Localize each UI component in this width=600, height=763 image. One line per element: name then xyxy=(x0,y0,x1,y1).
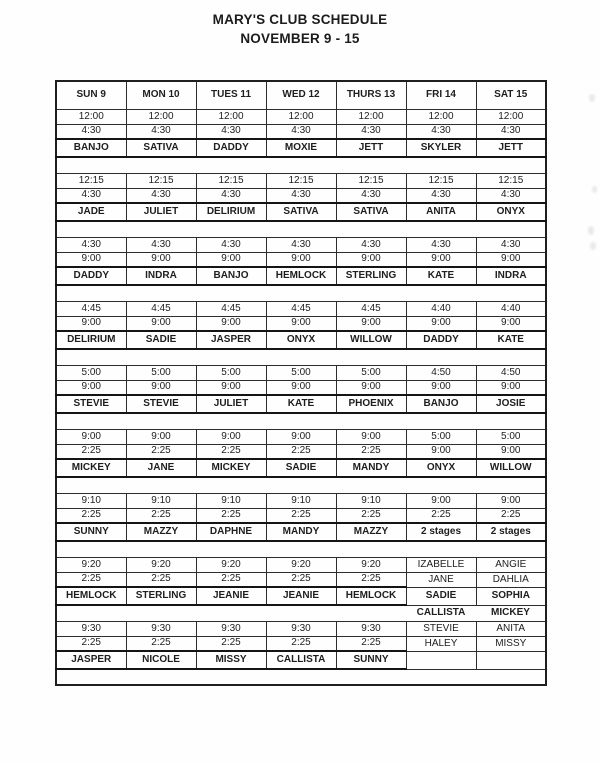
spacer-cell xyxy=(56,477,546,493)
time-row xyxy=(56,365,546,380)
schedule-title: MARY'S CLUB SCHEDULE xyxy=(212,12,388,27)
name-cell: 2 stages xyxy=(476,523,546,541)
time-cell: 4:30 xyxy=(56,237,126,252)
name-cell: BANJO xyxy=(196,267,266,285)
time-cell: 4:30 xyxy=(266,188,336,203)
name-cell: MAZZY xyxy=(336,523,406,541)
name-cell: MISSY xyxy=(196,651,266,669)
name-cell: MICKEY xyxy=(56,459,126,477)
time-row xyxy=(56,173,546,188)
time-cell: 2:25 xyxy=(196,636,266,651)
time-row xyxy=(56,636,546,651)
time-cell: 4:45 xyxy=(126,301,196,316)
time-cell: 9:30 xyxy=(56,621,126,636)
time-cell: 9:00 xyxy=(196,316,266,331)
time-cell: 5:00 xyxy=(196,365,266,380)
time-row xyxy=(56,188,546,203)
time-cell: 9:00 xyxy=(196,252,266,267)
time-cell: 12:00 xyxy=(56,109,126,124)
schedule-dates: NOVEMBER 9 - 15 xyxy=(240,31,360,46)
time-cell: 4:30 xyxy=(126,188,196,203)
time-cell: 9:00 xyxy=(406,252,476,267)
name-cell: JASPER xyxy=(56,651,126,669)
name-cell: IZABELLE xyxy=(406,557,476,572)
time-cell: 5:00 xyxy=(56,365,126,380)
time-cell: 4:30 xyxy=(336,124,406,139)
time-cell: 9:20 xyxy=(56,557,126,572)
time-cell: 4:30 xyxy=(196,188,266,203)
time-cell: 9:10 xyxy=(336,493,406,508)
time-cell: 9:00 xyxy=(266,380,336,395)
time-cell: 9:00 xyxy=(196,429,266,444)
name-cell: SADIE xyxy=(126,331,196,349)
name-cell: KATE xyxy=(266,395,336,413)
name-cell: JULIET xyxy=(196,395,266,413)
time-cell: 4:30 xyxy=(56,124,126,139)
scan-artifact xyxy=(590,242,596,250)
time-row xyxy=(56,493,546,508)
time-cell: 2:25 xyxy=(336,508,406,523)
day-header-cell: THURS 13 xyxy=(336,81,406,109)
time-cell: 9:00 xyxy=(126,429,196,444)
time-cell: 9:00 xyxy=(266,316,336,331)
time-cell: 9:20 xyxy=(266,557,336,572)
time-cell: 4:30 xyxy=(336,237,406,252)
name-cell: MANDY xyxy=(336,459,406,477)
name-cell: JEANIE xyxy=(266,587,336,605)
name-cell: MAZZY xyxy=(126,523,196,541)
name-cell: INDRA xyxy=(476,267,546,285)
spacer-row xyxy=(56,477,546,493)
time-cell: 4:30 xyxy=(406,237,476,252)
spacer-row xyxy=(56,221,546,237)
time-cell: 2:25 xyxy=(196,508,266,523)
time-cell: 9:10 xyxy=(266,493,336,508)
time-cell: 2:25 xyxy=(406,508,476,523)
time-cell: 4:30 xyxy=(476,237,546,252)
time-cell: 12:15 xyxy=(336,173,406,188)
time-cell: 9:00 xyxy=(336,380,406,395)
day-header-row xyxy=(56,81,546,109)
name-cell: SKYLER xyxy=(406,139,476,157)
day-header-cell: WED 12 xyxy=(266,81,336,109)
name-cell: HEMLOCK xyxy=(336,587,406,605)
name-cell: STERLING xyxy=(126,587,196,605)
time-cell: 12:15 xyxy=(476,173,546,188)
page-header xyxy=(0,10,600,48)
empty-cell xyxy=(406,651,476,669)
name-cell: SATIVA xyxy=(126,139,196,157)
spacer-cell xyxy=(56,349,546,365)
name-row xyxy=(56,459,546,477)
name-row xyxy=(56,523,546,541)
name-cell: SADIE xyxy=(406,587,476,605)
time-cell: 2:25 xyxy=(336,444,406,459)
name-cell: JETT xyxy=(476,139,546,157)
time-cell: 2:25 xyxy=(266,508,336,523)
name-cell: JASPER xyxy=(196,331,266,349)
time-cell: 12:00 xyxy=(266,109,336,124)
name-cell: SOPHIA xyxy=(476,587,546,605)
time-cell: 9:00 xyxy=(406,316,476,331)
spacer-row xyxy=(56,157,546,173)
time-cell: 9:00 xyxy=(56,252,126,267)
time-cell: 2:25 xyxy=(266,444,336,459)
name-cell: MICKEY xyxy=(491,607,530,618)
time-cell: 4:30 xyxy=(406,124,476,139)
day-header-cell: TUES 11 xyxy=(196,81,266,109)
time-cell: 12:15 xyxy=(406,173,476,188)
time-row xyxy=(56,316,546,331)
name-cell: ONYX xyxy=(476,203,546,221)
time-cell: 4:45 xyxy=(336,301,406,316)
time-cell: 4:45 xyxy=(196,301,266,316)
time-cell: 2:25 xyxy=(336,572,406,587)
name-cell: MOXIE xyxy=(266,139,336,157)
name-cell: JADE xyxy=(56,203,126,221)
time-cell: 9:00 xyxy=(476,316,546,331)
time-row xyxy=(56,124,546,139)
name-cell: HEMLOCK xyxy=(56,587,126,605)
time-cell: 9:00 xyxy=(56,380,126,395)
empty-cell xyxy=(476,651,546,669)
time-cell: 2:25 xyxy=(196,572,266,587)
overflow-blank-cell xyxy=(56,605,406,621)
time-cell: 2:25 xyxy=(56,508,126,523)
name-cell: DADDY xyxy=(56,267,126,285)
time-cell: 2:25 xyxy=(266,636,336,651)
name-cell: CALLISTA xyxy=(266,651,336,669)
time-cell: 2:25 xyxy=(126,636,196,651)
time-row xyxy=(56,252,546,267)
spacer-row xyxy=(56,541,546,557)
name-cell: ONYX xyxy=(266,331,336,349)
time-cell: 9:10 xyxy=(196,493,266,508)
name-row xyxy=(56,651,546,669)
name-cell: KATE xyxy=(406,267,476,285)
time-cell: 4:30 xyxy=(56,188,126,203)
name-cell: DAHLIA xyxy=(476,572,546,587)
spacer-cell xyxy=(56,669,546,685)
time-cell: 9:00 xyxy=(476,252,546,267)
name-cell: 2 stages xyxy=(406,523,476,541)
time-cell: 9:00 xyxy=(126,252,196,267)
time-cell: 9:00 xyxy=(336,316,406,331)
spacer-row xyxy=(56,285,546,301)
time-cell: 9:00 xyxy=(476,444,546,459)
day-header-cell: SAT 15 xyxy=(476,81,546,109)
time-cell: 9:10 xyxy=(126,493,196,508)
time-cell: 9:00 xyxy=(406,444,476,459)
name-cell: STEVIE xyxy=(56,395,126,413)
name-cell: STERLING xyxy=(336,267,406,285)
time-cell: 9:00 xyxy=(406,493,476,508)
time-cell: 4:45 xyxy=(266,301,336,316)
time-cell: 5:00 xyxy=(336,365,406,380)
spacer-row xyxy=(56,413,546,429)
time-cell: 12:15 xyxy=(56,173,126,188)
time-cell: 9:30 xyxy=(126,621,196,636)
name-cell: WILLOW xyxy=(336,331,406,349)
time-cell: 5:00 xyxy=(266,365,336,380)
name-cell: MANDY xyxy=(266,523,336,541)
spacer-cell xyxy=(56,221,546,237)
time-cell: 2:25 xyxy=(56,572,126,587)
name-row xyxy=(56,267,546,285)
time-cell: 9:00 xyxy=(196,380,266,395)
time-cell: 5:00 xyxy=(476,429,546,444)
spacer-cell xyxy=(56,413,546,429)
name-cell: HEMLOCK xyxy=(266,267,336,285)
time-cell: 4:40 xyxy=(476,301,546,316)
spacer-cell xyxy=(56,285,546,301)
time-cell: 4:30 xyxy=(476,188,546,203)
time-cell: 9:20 xyxy=(336,557,406,572)
time-cell: 4:30 xyxy=(126,237,196,252)
time-row xyxy=(56,557,546,572)
spacer-cell xyxy=(56,541,546,557)
name-cell: PHOENIX xyxy=(336,395,406,413)
scan-artifact xyxy=(592,186,597,193)
name-cell: JANE xyxy=(406,572,476,587)
time-cell: 9:30 xyxy=(196,621,266,636)
time-row xyxy=(56,444,546,459)
time-cell: 9:00 xyxy=(336,429,406,444)
name-cell: DAPHNE xyxy=(196,523,266,541)
time-cell: 4:45 xyxy=(56,301,126,316)
name-cell: WILLOW xyxy=(476,459,546,477)
schedule-table-body xyxy=(56,81,546,685)
name-cell: MISSY xyxy=(476,636,546,651)
name-cell: CALLISTA xyxy=(416,607,466,618)
time-cell: 9:00 xyxy=(406,380,476,395)
time-cell: 4:30 xyxy=(406,188,476,203)
name-cell: JANE xyxy=(126,459,196,477)
name-cell: SATIVA xyxy=(336,203,406,221)
time-row xyxy=(56,621,546,636)
time-cell: 2:25 xyxy=(56,636,126,651)
name-cell: DELIRIUM xyxy=(56,331,126,349)
time-cell: 12:00 xyxy=(476,109,546,124)
time-cell: 4:30 xyxy=(266,124,336,139)
time-cell: 9:10 xyxy=(56,493,126,508)
time-cell: 9:00 xyxy=(476,493,546,508)
name-row xyxy=(56,395,546,413)
time-cell: 12:15 xyxy=(266,173,336,188)
time-cell: 4:30 xyxy=(266,237,336,252)
overflow-row xyxy=(56,605,546,621)
schedule-table xyxy=(55,80,547,686)
scan-artifact xyxy=(589,94,595,102)
time-cell: 9:30 xyxy=(266,621,336,636)
name-cell: MICKEY xyxy=(196,459,266,477)
scan-artifact xyxy=(588,226,594,235)
time-cell: 12:00 xyxy=(406,109,476,124)
name-cell: STEVIE xyxy=(126,395,196,413)
name-cell: ANGIE xyxy=(476,557,546,572)
time-cell: 4:30 xyxy=(196,124,266,139)
spacer-row xyxy=(56,349,546,365)
time-cell: 2:25 xyxy=(336,636,406,651)
time-cell: 4:50 xyxy=(406,365,476,380)
time-row xyxy=(56,237,546,252)
time-cell: 5:00 xyxy=(126,365,196,380)
time-cell: 4:50 xyxy=(476,365,546,380)
name-cell: SADIE xyxy=(266,459,336,477)
time-cell: 9:00 xyxy=(476,380,546,395)
name-cell: SUNNY xyxy=(336,651,406,669)
name-cell: JOSIE xyxy=(476,395,546,413)
time-cell: 2:25 xyxy=(196,444,266,459)
time-row xyxy=(56,109,546,124)
time-cell: 2:25 xyxy=(476,508,546,523)
time-cell: 2:25 xyxy=(126,508,196,523)
time-cell: 9:20 xyxy=(126,557,196,572)
name-cell: DADDY xyxy=(196,139,266,157)
spacer-row xyxy=(56,669,546,685)
name-cell: KATE xyxy=(476,331,546,349)
time-row xyxy=(56,508,546,523)
time-cell: 4:30 xyxy=(126,124,196,139)
time-row xyxy=(56,429,546,444)
time-cell: 9:00 xyxy=(56,429,126,444)
name-cell: HALEY xyxy=(406,636,476,651)
name-cell: INDRA xyxy=(126,267,196,285)
name-cell: BANJO xyxy=(56,139,126,157)
time-cell: 9:30 xyxy=(336,621,406,636)
time-cell: 12:00 xyxy=(196,109,266,124)
time-cell: 4:30 xyxy=(476,124,546,139)
name-row xyxy=(56,203,546,221)
time-cell: 12:00 xyxy=(126,109,196,124)
name-cell: JULIET xyxy=(126,203,196,221)
time-cell: 2:25 xyxy=(126,572,196,587)
time-cell: 4:40 xyxy=(406,301,476,316)
name-cell: DELIRIUM xyxy=(196,203,266,221)
name-cell: JETT xyxy=(336,139,406,157)
time-cell: 9:20 xyxy=(196,557,266,572)
time-cell: 2:25 xyxy=(266,572,336,587)
time-cell: 4:30 xyxy=(336,188,406,203)
name-cell: BANJO xyxy=(406,395,476,413)
name-cell: ONYX xyxy=(406,459,476,477)
time-cell: 5:00 xyxy=(406,429,476,444)
day-header-cell: FRI 14 xyxy=(406,81,476,109)
day-header-cell: SUN 9 xyxy=(56,81,126,109)
time-cell: 9:00 xyxy=(126,380,196,395)
time-cell: 2:25 xyxy=(126,444,196,459)
name-row xyxy=(56,139,546,157)
time-row xyxy=(56,380,546,395)
name-cell: NICOLE xyxy=(126,651,196,669)
name-cell: SATIVA xyxy=(266,203,336,221)
time-cell: 4:30 xyxy=(196,237,266,252)
name-cell: ANITA xyxy=(476,621,546,636)
time-cell: 12:00 xyxy=(336,109,406,124)
time-row xyxy=(56,572,546,587)
name-cell: ANITA xyxy=(406,203,476,221)
name-cell: JEANIE xyxy=(196,587,266,605)
name-row xyxy=(56,331,546,349)
name-cell: SUNNY xyxy=(56,523,126,541)
time-cell: 12:15 xyxy=(126,173,196,188)
spacer-cell xyxy=(56,157,546,173)
time-cell: 12:15 xyxy=(196,173,266,188)
name-cell: DADDY xyxy=(406,331,476,349)
time-cell: 9:00 xyxy=(56,316,126,331)
day-header-cell: MON 10 xyxy=(126,81,196,109)
time-cell: 9:00 xyxy=(266,252,336,267)
time-cell: 9:00 xyxy=(126,316,196,331)
name-cell: STEVIE xyxy=(406,621,476,636)
time-row xyxy=(56,301,546,316)
time-cell: 9:00 xyxy=(336,252,406,267)
name-row xyxy=(56,587,546,605)
time-cell: 2:25 xyxy=(56,444,126,459)
time-cell: 9:00 xyxy=(266,429,336,444)
